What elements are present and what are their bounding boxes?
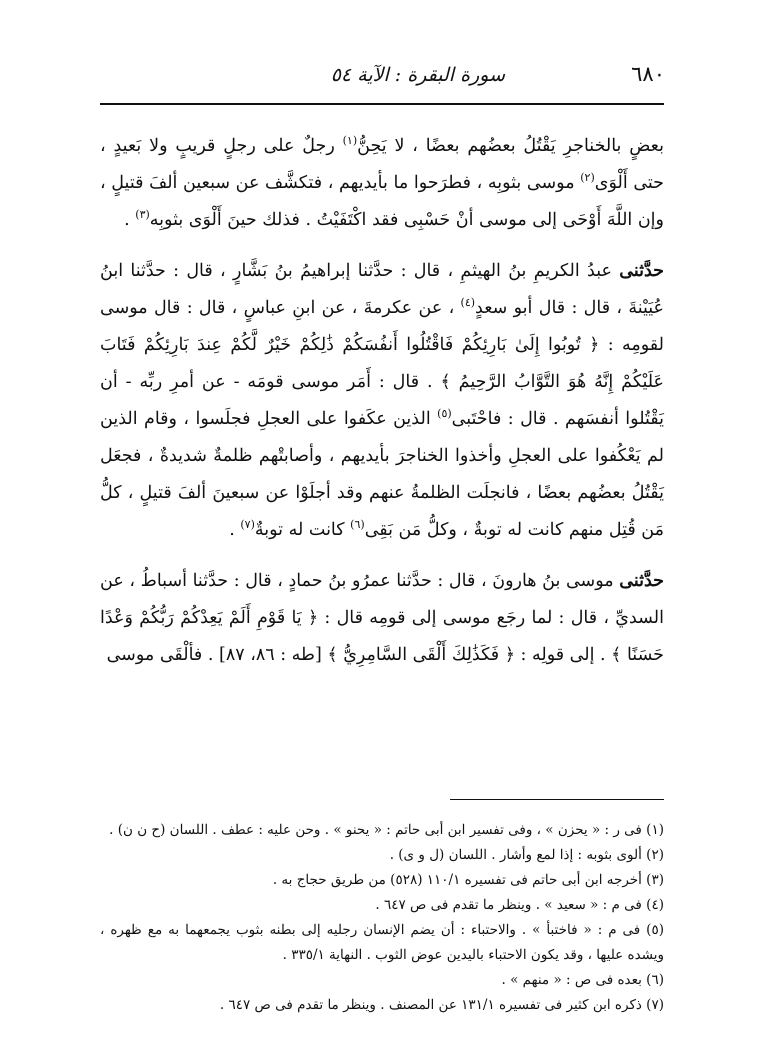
footnote: (٣) أخرجه ابن أبى حاتم فى تفسيره ١١٠/١ (٥٢٨) من طريق حجاج به . bbox=[272, 872, 664, 888]
text-run: ، عن عكرمةَ ، عن ابنِ عباسٍ ، قال : قال موسى لقومِه : bbox=[100, 298, 664, 355]
text-run: الذين عكَفوا على العجلِ فجلَسوا ، وقام الذين لم يَعْكُفوا على العجلِ وأخذوا الخناجرَ بأيديهم ، وأصابتْهم ظلمةٌ شديدةٌ ، فجعَل يَقْتُلُ بعضُهم بعضًا ، فانجلَت الظلمةُ عنهم وقد أجلَوْا عن سبعينَ ألفَ قتيلٍ ، كلُّ مَن قُتِل منهم كانت له توبةٌ ، وكلُّ مَن بَقِى bbox=[100, 409, 664, 540]
main-text bbox=[100, 128, 664, 674]
footnote-reference: (٥) bbox=[437, 407, 452, 421]
text-run: . bbox=[124, 210, 136, 230]
footnote: (٦) بعده فى ص : « منهم » . bbox=[501, 972, 664, 988]
isnad-lead-word: حدَّثنى bbox=[619, 571, 664, 591]
text-run: موسى بنُ هارونَ ، قال : حدَّثنا عمرُو بنُ حمادٍ ، قال : حدَّثنا أسباطُ ، عن السديِّ ، قال : لما رجَع موسى إلى قومِه قال : bbox=[100, 571, 664, 628]
footnote-separator bbox=[450, 799, 664, 800]
footnote-reference: (٣) bbox=[135, 208, 150, 222]
text-run: بعضٍ بالخناجرِ يَقْتُلُ بعضُهم بعضًا ، لا يَحِنُّ bbox=[357, 136, 664, 156]
page-number: ٦٨٠ bbox=[631, 62, 665, 86]
paragraph bbox=[100, 253, 664, 549]
footnote-reference: (٢) bbox=[580, 171, 595, 185]
footnote: (٥) فى م : « فاختبأ » . والاحتباء : أن يضم الإنسان رجليه إلى بطنه بثوب يجمعهما به مع ظهره ، ويشده عليها ، وقد يكون الاحتباء باليدين عوض الثوب . النهاية ٣٣٥/١ . bbox=[100, 922, 664, 963]
footnote-reference: (٧) bbox=[240, 518, 255, 532]
page-header bbox=[100, 62, 665, 96]
footnote-reference: (٤) bbox=[460, 296, 476, 310]
text-run: [طه : ٨٦، ٨٧] . فألْقَى موسى bbox=[106, 645, 328, 665]
quran-quote: ﴿ يَا قَوْمِ أَلَمْ يَعِدْكُمْ رَبُّكُمْ وَعْدًا حَسَنًا ﴾ bbox=[100, 608, 664, 665]
text-run: كانت له توبةٌ bbox=[254, 520, 351, 540]
header-rule bbox=[100, 103, 664, 105]
text-run: . قال : أَمَر موسى قومَه - عن أمرِ ربِّه - أن يَقْتُلوا أنفسَهم . قال : فاحْتَبى bbox=[100, 372, 664, 429]
quran-quote: ﴿ تُوبُوا إِلَىٰ بَارِئِكُمْ فَاقْتُلُوا أَنفُسَكُمْ ذَٰلِكُمْ خَيْرٌ لَّكُمْ عِندَ بَارِئِكُمْ فَتَابَ عَلَيْكُمْ إِنَّهُ هُوَ التَّوَّابُ الرَّحِيمُ ﴾ bbox=[100, 335, 664, 392]
footnote-reference: (٦) bbox=[350, 518, 365, 532]
running-title: سورة البقرة : الآية ٥٤ bbox=[330, 64, 505, 86]
quran-quote: ﴿ فَكَذَٰلِكَ أَلْقَى السَّامِرِيُّ ﴾ bbox=[327, 645, 515, 665]
text-run: . إلى قولِه : bbox=[514, 645, 612, 665]
text-run: . bbox=[229, 520, 241, 540]
text-run: رجلٌ على رجلٍ قريبٍ ولا بَعيدٍ ، حتى أَلْوَى bbox=[100, 136, 665, 193]
footnotes bbox=[100, 818, 664, 1018]
paragraph bbox=[100, 563, 664, 674]
isnad-lead-word: حدَّثنى bbox=[619, 261, 664, 281]
footnote-reference: (١) bbox=[342, 134, 358, 148]
footnote: (٧) ذكره ابن كثير فى تفسيره ١٣١/١ عن المصنف . وينظر ما تقدم فى ص ٦٤٧ . bbox=[219, 997, 664, 1013]
footnote: (٤) فى م : « سعيد » . وينظر ما تقدم فى ص ٦٤٧ . bbox=[375, 897, 664, 913]
footnote: (١) فى ر : « يحزن » ، وفى تفسير ابن أبى حاتم : « يحنو » . وحن عليه : عطف . اللسان (ح ن ن) . bbox=[109, 822, 664, 838]
text-run: عبدُ الكريمِ بنُ الهيثمِ ، قال : حدَّثنا إبراهيمُ بنُ بَشَّارٍ ، قال : حدَّثنا ابنُ عُيَيْنةَ ، قال : قال أبو سعدٍ bbox=[100, 261, 664, 318]
text-run: موسى بثوبِه ، فطرَحوا ما بأيديهم ، فتكشَّف عن سبعين ألفَ قتيلٍ ، وإن اللَّهَ أَوْحَى إلى موسى أنْ حَسْبِى فقد اكْتَفَيْتُ . فذلك حينَ أَلْوَى بثوبِه bbox=[100, 173, 664, 230]
paragraph bbox=[100, 128, 664, 239]
footnote: (٢) ألوى بثوبه : إذا لمع وأشار . اللسان (ل و ى) . bbox=[389, 847, 664, 863]
